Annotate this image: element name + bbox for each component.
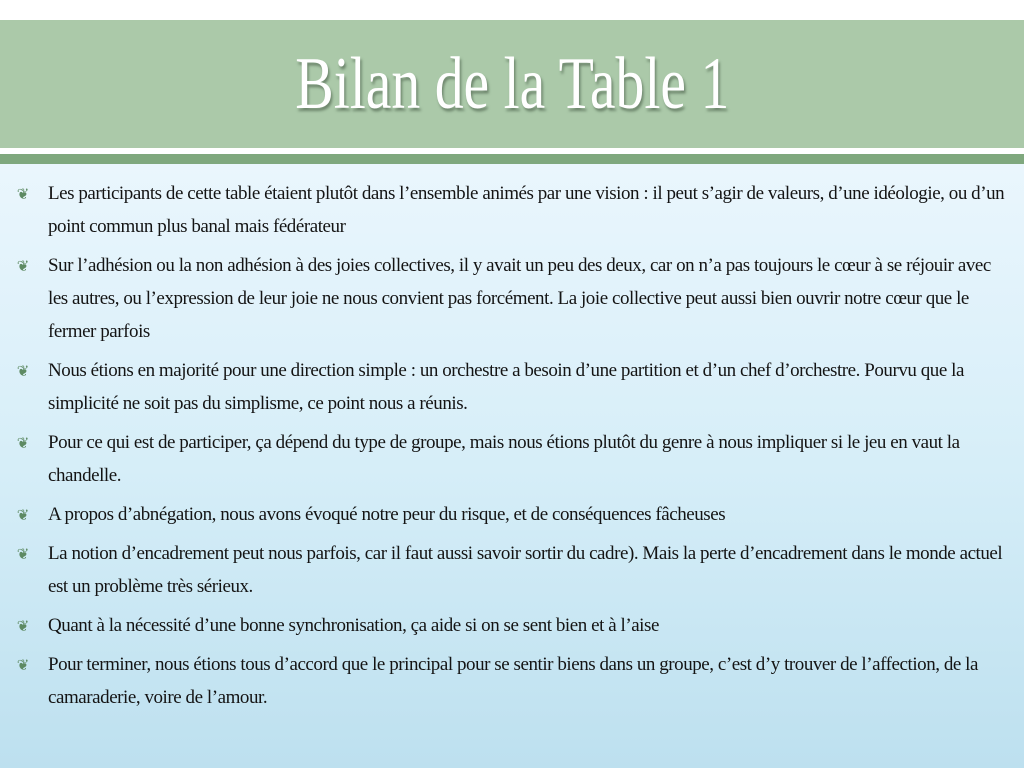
ornament-bullet-icon: ❦ <box>16 619 30 635</box>
bullet-item <box>12 249 1010 348</box>
title-banner <box>0 20 1024 148</box>
bullet-item <box>12 609 1010 642</box>
content-area <box>0 164 1024 768</box>
bullet-item <box>12 354 1010 420</box>
bullet-text: Nous étions en majorité pour une direction simple : un orchestre a besoin d’une partition et d’un chef d’orchestre. Pourvu que la simplicité ne soit pas du simplisme, ce point nous a réunis. <box>48 360 964 414</box>
ornament-bullet-icon: ❦ <box>16 436 30 452</box>
slide-title: Bilan de la Table 1 <box>294 43 730 125</box>
bullet-text: Quant à la nécessité d’une bonne synchronisation, ça aide si on se sent bien et à l’aise <box>48 615 659 636</box>
bullet-item <box>12 177 1010 243</box>
ornament-bullet-icon: ❦ <box>16 547 30 563</box>
top-margin <box>0 0 1024 20</box>
green-divider-rule <box>0 154 1024 164</box>
bullet-text: Sur l’adhésion ou la non adhésion à des joies collectives, il y avait un peu des deux, car on n’a pas toujours le cœur à se réjouir avec les autres, ou l’expression de leur joie ne nous convient pas forcément. La joie collective peut aussi bien ouvrir notre cœur que le fermer parfois <box>48 255 991 342</box>
bullet-item <box>12 537 1010 603</box>
bullet-item <box>12 648 1010 714</box>
bullet-text: La notion d’encadrement peut nous parfois, car il faut aussi savoir sortir du cadre). Mais la perte d’encadrement dans le monde actuel est un problème très sérieux. <box>48 543 1003 597</box>
bullet-item <box>12 498 1010 531</box>
ornament-bullet-icon: ❦ <box>16 364 30 380</box>
bullet-list <box>12 177 1010 714</box>
bullet-text: Les participants de cette table étaient plutôt dans l’ensemble animés par une vision : il peut s’agir de valeurs, d’une idéologie, ou d’un point commun plus banal mais fédérateur <box>48 183 1005 237</box>
ornament-bullet-icon: ❦ <box>16 508 30 524</box>
bullet-item <box>12 426 1010 492</box>
ornament-bullet-icon: ❦ <box>16 658 30 674</box>
bullet-text: Pour ce qui est de participer, ça dépend du type de groupe, mais nous étions plutôt du genre à nous impliquer si le jeu en vaut la chandelle. <box>48 432 960 486</box>
ornament-bullet-icon: ❦ <box>16 187 30 203</box>
bullet-text: Pour terminer, nous étions tous d’accord que le principal pour se sentir biens dans un groupe, c’est d’y trouver de l’affection, de la camaraderie, voire de l’amour. <box>48 654 978 708</box>
ornament-bullet-icon: ❦ <box>16 259 30 275</box>
bullet-text: A propos d’abnégation, nous avons évoqué notre peur du risque, et de conséquences fâcheuses <box>48 504 726 525</box>
